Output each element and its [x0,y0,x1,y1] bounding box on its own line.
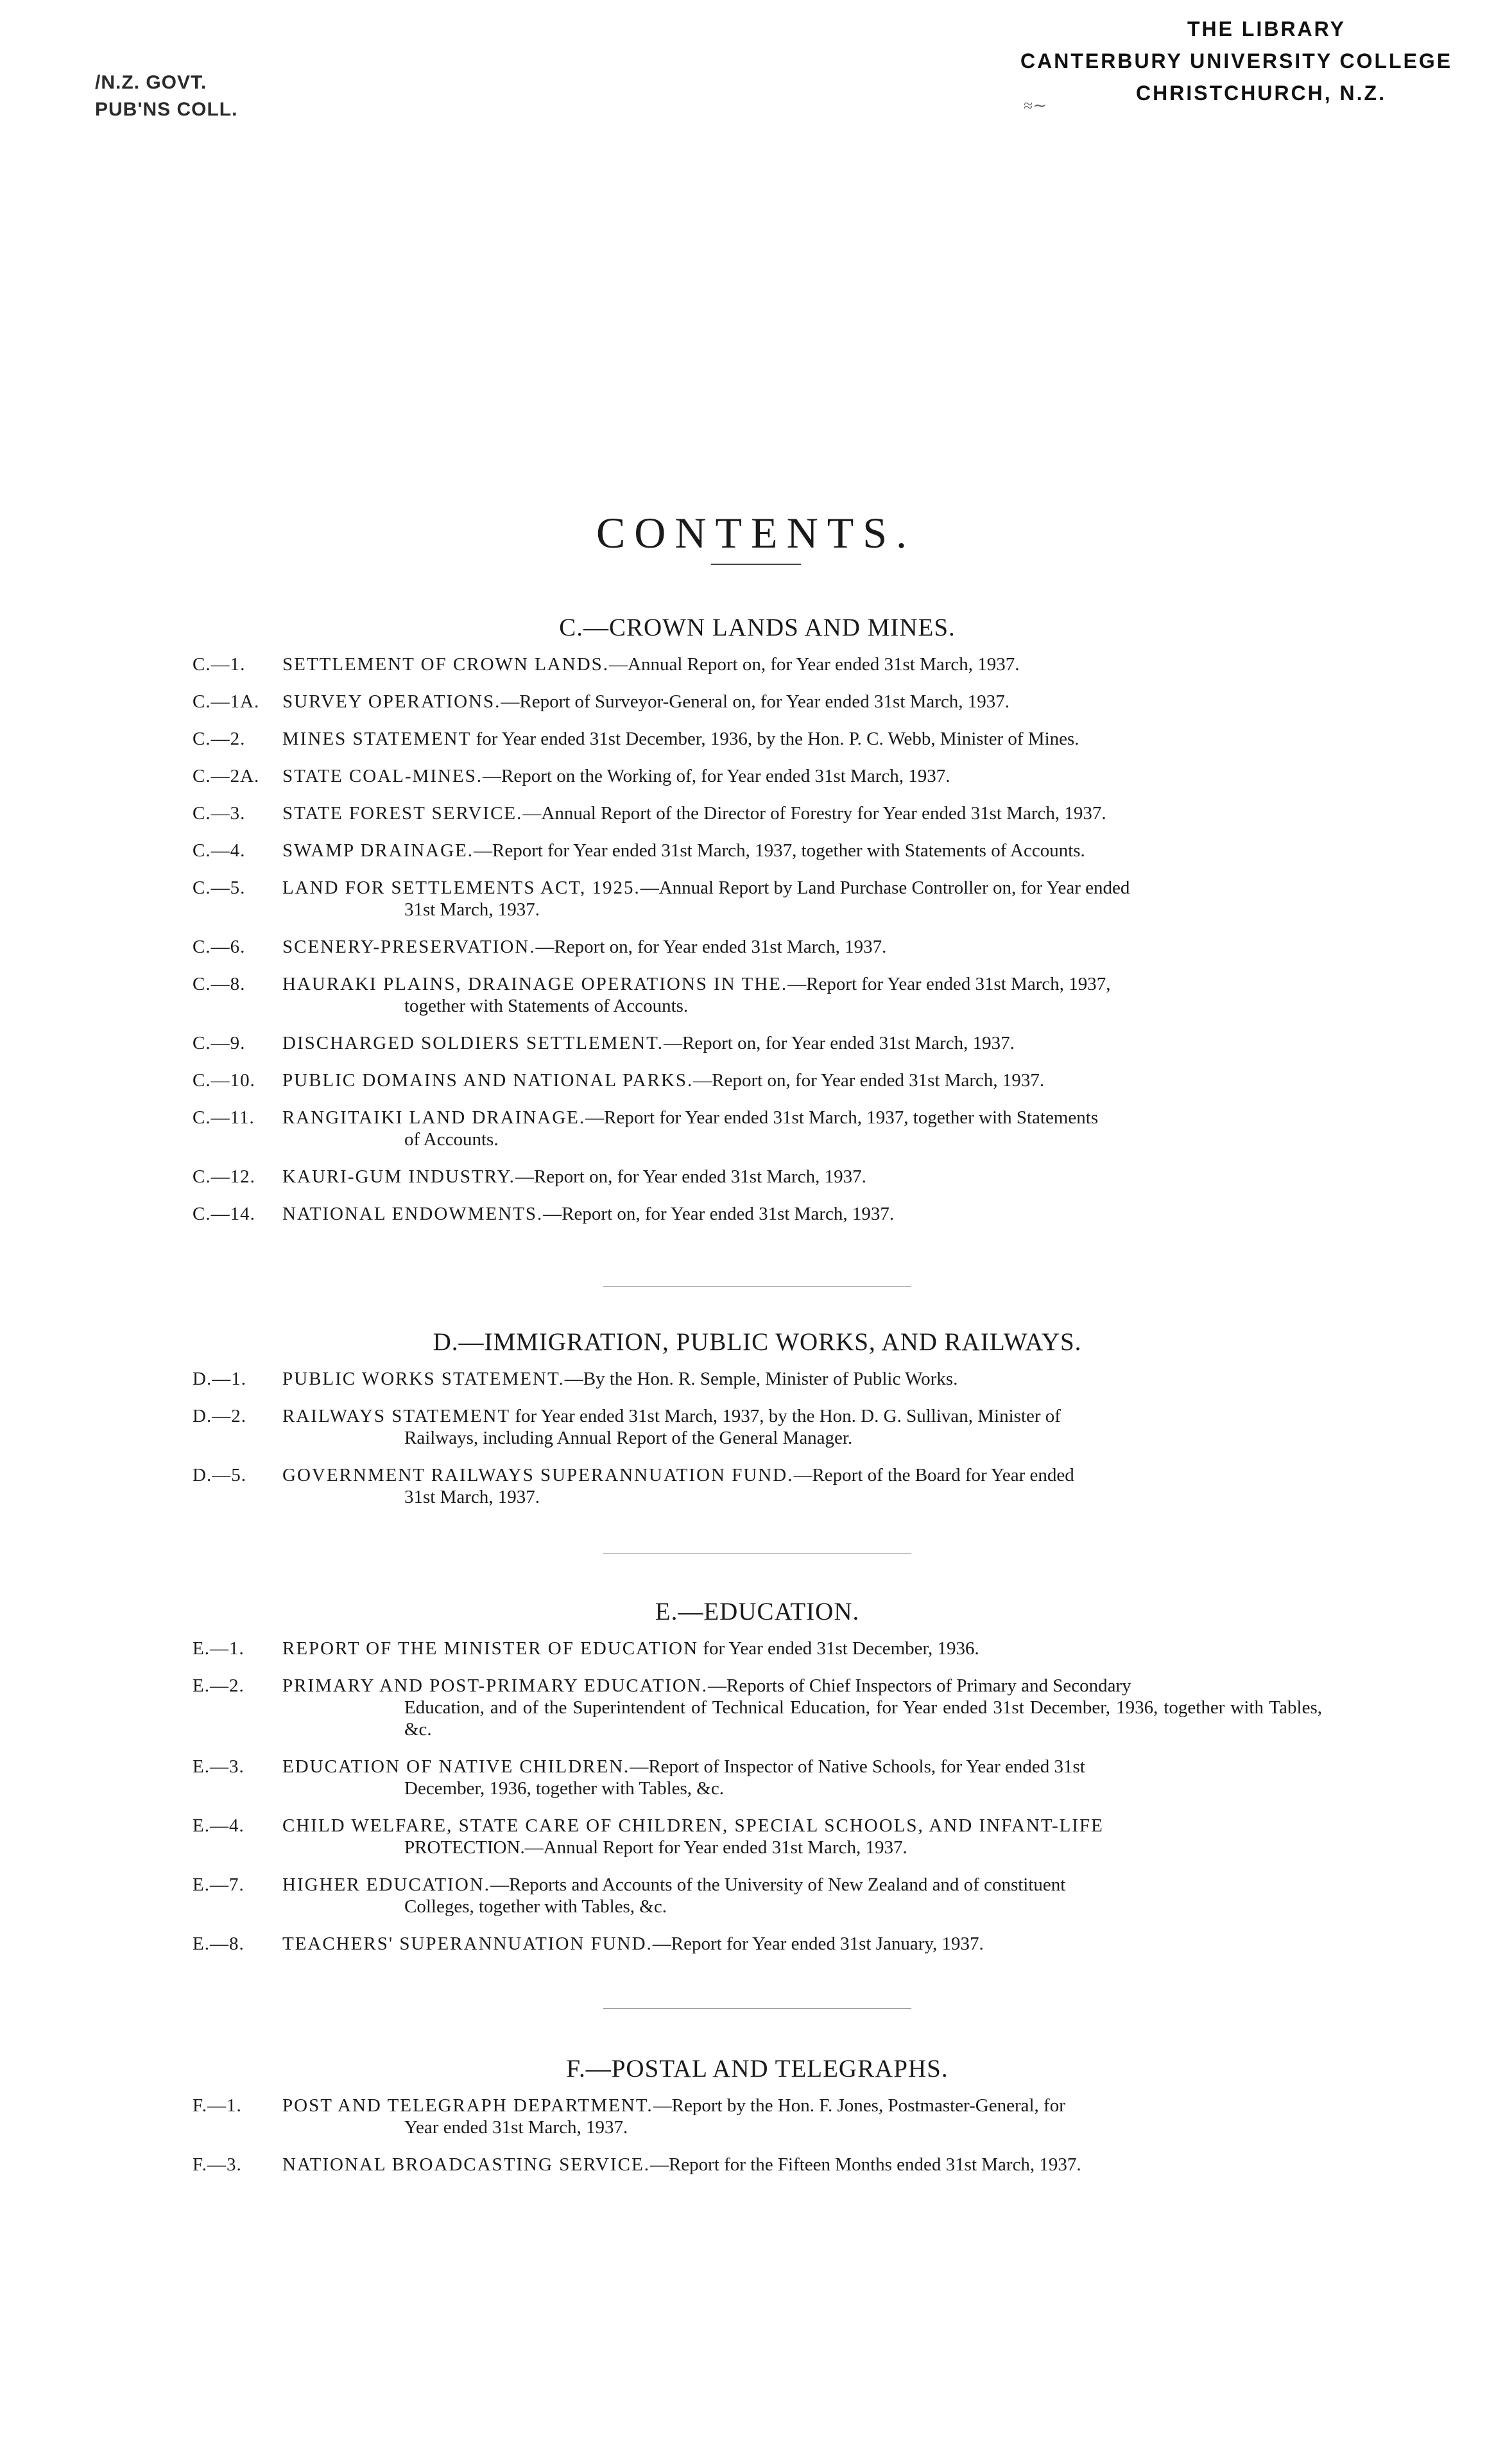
entry-title: SCENERY-PRESERVATION. [282,937,536,957]
contents-entry [193,1203,1322,1225]
entry-text [282,840,1322,861]
entry-description: —Annual Report on, for Year ended 31st March, 1937. [609,654,1020,675]
entry-continuation: December, 1936, together with Tables, &c. [404,1778,724,1799]
stamp-left-line-2: PUB'NS COLL. [95,99,238,120]
contents-entry [193,691,1322,713]
entry-text [282,1933,1322,1955]
entry-text [282,765,1322,787]
contents-entry [193,1069,1322,1091]
entry-description: for Year ended 31st March, 1937, by the Hon. D. G. Sullivan, Minister of [510,1406,1061,1426]
entry-title: NATIONAL BROADCASTING SERVICE. [282,2154,650,2175]
entry-title: SETTLEMENT OF CROWN LANDS. [282,654,610,675]
entry-continuation: Railways, including Annual Report of the General Manager. [404,1428,853,1448]
contents-entry [193,1107,1322,1150]
entry-description: —Report for Year ended 31st March, 1937, together with Statements of Accounts. [474,840,1085,861]
entry-title: TEACHERS' SUPERANNUATION FUND. [282,1934,653,1954]
section-heading: C.—CROWN LANDS AND MINES. [559,614,956,641]
entry-code: C.—14. [193,1204,255,1224]
contents-entry [193,728,1322,750]
entry-code: C.—11. [193,1107,255,1128]
entry-text [282,1638,1322,1659]
entry-code: C.—8. [193,974,246,994]
entry-text [282,973,1322,1017]
entry-title: HAURAKI PLAINS, DRAINAGE OPERATIONS IN THE. [282,974,788,994]
entry-description: —Report by the Hon. F. Jones, Postmaster-General, for [653,2095,1065,2116]
entry-code: C.—10. [193,1070,255,1091]
entry-description: —Report for Year ended 31st March, 1937, [787,974,1111,994]
entry-text [282,1756,1322,1799]
entry-text [282,936,1322,958]
entry-text [282,1464,1322,1508]
stamp-scribble-mark: ≈∼ [1024,96,1047,115]
section-heading: F.—POSTAL AND TELEGRAPHS. [566,2055,949,2082]
entry-title: PUBLIC WORKS STATEMENT. [282,1369,565,1389]
contents-entry [193,1032,1322,1054]
entry-code: C.—3. [193,803,246,824]
entry-title: RANGITAIKI LAND DRAINAGE. [282,1107,586,1128]
entry-description: —Report of Inspector of Native Schools, for Year ended 31st [630,1756,1085,1777]
entry-continuation: Year ended 31st March, 1937. [404,2117,628,2138]
entry-title: NATIONAL ENDOWMENTS. [282,1204,544,1224]
entry-code: C.—2A. [193,766,260,786]
entry-title: RAILWAYS STATEMENT [282,1406,511,1426]
entry-code: C.—1. [193,654,246,675]
contents-entry [193,1638,1322,1659]
section-divider [603,2008,911,2009]
entry-title: REPORT OF THE MINISTER OF EDUCATION [282,1638,699,1659]
entry-code: E.—8. [193,1934,245,1954]
contents-entry [193,877,1322,921]
entry-title: MINES STATEMENT [282,729,472,749]
entry-continuation: of Accounts. [404,1129,499,1150]
entry-description: —Report on, for Year ended 31st March, 1937. [663,1033,1015,1053]
contents-entry [193,973,1322,1017]
entry-code: E.—4. [193,1815,245,1836]
section-immigration-works-railways [193,1328,1322,1523]
entry-title: GOVERNMENT RAILWAYS SUPERANNUATION FUND. [282,1465,794,1485]
contents-entry [193,653,1322,675]
entry-code: E.—7. [193,1874,245,1895]
entry-description: —Report for Year ended 31st March, 1937, together with Statements [585,1107,1099,1128]
contents-entry [193,765,1322,787]
entry-title: PRIMARY AND POST-PRIMARY EDUCATION. [282,1675,708,1696]
entry-text [282,2095,1322,2138]
entry-code: C.—12. [193,1166,255,1187]
entry-text [282,2154,1322,2176]
entry-code: E.—1. [193,1638,245,1659]
entry-description: for Year ended 31st December, 1936. [698,1638,979,1659]
entry-code: C.—9. [193,1033,246,1053]
entry-code: D.—1. [193,1369,246,1389]
entry-continuation: PROTECTION.—Annual Report for Year ended 31st March, 1937. [404,1837,907,1858]
entry-continuation: 31st March, 1937. [404,1487,540,1507]
contents-entry [193,840,1322,861]
entry-description: —Report for Year ended 31st January, 1937. [652,1934,984,1954]
contents-entry [193,1675,1322,1740]
entry-text [282,802,1322,824]
title-rule [711,564,801,565]
entry-text [282,1675,1322,1740]
section-education [193,1597,1322,1970]
entry-description: —Reports of Chief Inspectors of Primary and Secondary [708,1675,1131,1696]
contents-entry [193,1933,1322,1955]
entry-title: SWAMP DRAINAGE. [282,840,474,861]
entry-description: —By the Hon. R. Semple, Minister of Public Works. [564,1369,958,1389]
contents-entry [193,1874,1322,1917]
contents-entry [193,802,1322,824]
entry-text [282,728,1322,750]
entry-code: F.—1. [193,2095,242,2116]
entry-title: KAURI-GUM INDUSTRY. [282,1166,515,1187]
entry-text [282,1166,1322,1188]
entry-text [282,653,1322,675]
entry-description: —Report for the Fifteen Months ended 31st March, 1937. [649,2154,1081,2175]
entry-title: STATE COAL-MINES. [282,766,483,786]
entry-text [282,1874,1322,1917]
contents-entry [193,2095,1322,2138]
entry-text [282,1405,1322,1449]
entry-description: —Reports and Accounts of the University of New Zealand and of constituent [490,1874,1066,1895]
entry-code: D.—2. [193,1406,246,1426]
section-postal-telegraphs [193,2054,1322,2191]
entry-description: —Annual Report by Land Purchase Controller on, for Year ended [640,878,1130,898]
entry-description: —Report on, for Year ended 31st March, 1937. [535,937,887,957]
entry-continuation: together with Statements of Accounts. [404,996,689,1016]
entry-code: C.—1A. [193,691,260,712]
contents-entry [193,1464,1322,1508]
contents-entry [193,2154,1322,2176]
entry-description: —Report on, for Year ended 31st March, 1937. [543,1204,895,1224]
entry-code: C.—2. [193,729,246,749]
entry-title: HIGHER EDUCATION. [282,1874,490,1895]
library-stamp-right [1020,13,1470,109]
entry-continuation: 31st March, 1937. [404,899,540,920]
entry-text [282,1032,1322,1054]
entry-code: C.—6. [193,937,246,957]
entry-text [282,1069,1322,1091]
entry-description: —Report on, for Year ended 31st March, 1937. [693,1070,1045,1091]
section-heading: D.—IMMIGRATION, PUBLIC WORKS, AND RAILWAYS. [433,1328,1082,1356]
entry-text [282,691,1322,713]
entry-text [282,1815,1322,1858]
entry-title: POST AND TELEGRAPH DEPARTMENT. [282,2095,653,2116]
entry-title: STATE FOREST SERVICE. [282,803,523,824]
entry-code: C.—5. [193,878,246,898]
entry-title: DISCHARGED SOLDIERS SETTLEMENT. [282,1033,664,1053]
page-title: CONTENTS. [596,508,916,557]
entry-description: —Report of the Board for Year ended [793,1465,1074,1485]
library-stamp-left [95,69,237,123]
entry-title: EDUCATION OF NATIVE CHILDREN. [282,1756,630,1777]
entry-description: —Report of Surveyor-General on, for Year ended 31st March, 1937. [501,691,1010,712]
stamp-left-line-1: /N.Z. GOVT. [95,72,207,93]
entry-code: F.—3. [193,2154,242,2175]
entry-continuation: Education, and of the Superintendent of Technical Education, for Year ended 31st December, 1936, together with Tables, &c. [404,1697,1322,1740]
entry-description: —Annual Report of the Director of Forestry for Year ended 31st March, 1937. [522,803,1106,824]
section-crown-lands [193,613,1322,1240]
entry-text [282,1368,1322,1390]
entry-title: PUBLIC DOMAINS AND NATIONAL PARKS. [282,1070,694,1091]
section-heading: E.—EDUCATION. [655,1598,860,1625]
entry-text [282,1107,1322,1150]
contents-entry [193,1405,1322,1449]
stamp-right-line-3: CHRISTCHURCH, N.Z. [1136,82,1386,105]
entry-code: E.—2. [193,1675,245,1696]
entry-description: for Year ended 31st December, 1936, by the Hon. P. C. Webb, Minister of Mines. [471,729,1079,749]
entry-title: LAND FOR SETTLEMENTS ACT, 1925. [282,878,640,898]
entry-continuation: Colleges, together with Tables, &c. [404,1896,667,1917]
contents-entry [193,936,1322,958]
contents-entry [193,1368,1322,1390]
stamp-right-line-1: THE LIBRARY [1187,17,1346,40]
entry-title: SURVEY OPERATIONS. [282,691,501,712]
entry-description: —Report on the Working of, for Year ended 31st March, 1937. [483,766,950,786]
entry-title: CHILD WELFARE, STATE CARE OF CHILDREN, SPECIAL SCHOOLS, AND INFANT-LIFE [282,1815,1104,1836]
section-divider [603,1286,911,1287]
contents-entry [193,1815,1322,1858]
contents-entry [193,1756,1322,1799]
entry-code: E.—3. [193,1756,245,1777]
entry-text [282,877,1322,921]
stamp-right-line-2: CANTERBURY UNIVERSITY COLLEGE [1020,49,1453,73]
entry-code: C.—4. [193,840,246,861]
entry-code: D.—5. [193,1465,246,1485]
contents-entry [193,1166,1322,1188]
entry-text [282,1203,1322,1225]
entry-description: —Report on, for Year ended 31st March, 1937. [515,1166,866,1187]
